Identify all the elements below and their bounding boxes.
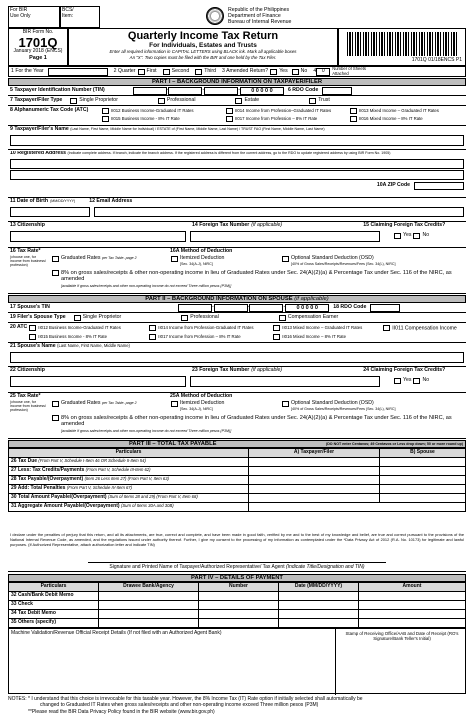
spouse-itemized-checkbox[interactable]	[171, 401, 178, 407]
declaration-block	[8, 532, 466, 572]
citizenship-label: 13 Citizenship	[10, 222, 45, 228]
atc-ii017-checkbox[interactable]	[226, 116, 233, 122]
bir-text: Bureau of Internal Revenue	[228, 19, 292, 26]
atc-ii016-label: II016 Mixed Income – 8% IT Rate	[359, 116, 423, 122]
rdo-label: 6 RDO Code	[287, 86, 319, 93]
table-row	[9, 458, 466, 467]
sheets-field[interactable]: 0	[316, 68, 330, 76]
zip-label: 10A ZIP Code	[376, 181, 410, 188]
spouse-claim-no-checkbox[interactable]	[413, 378, 420, 384]
table-row	[9, 503, 466, 512]
p4-row-34-amount[interactable]	[359, 610, 466, 619]
email-field[interactable]	[94, 207, 464, 217]
spouse-graduated-checkbox[interactable]	[52, 401, 59, 407]
spouse-atc-ii016-label: II016 Mixed Income – 8% IT Rate	[282, 334, 346, 340]
graduated-rate-label: Graduated Rates	[61, 254, 101, 261]
spouse-tin-row	[8, 303, 466, 313]
bcs-label: BCS/	[62, 7, 74, 13]
trust-label: Trust	[318, 96, 330, 103]
row-31-field[interactable]	[249, 503, 466, 512]
atc-ii012-checkbox[interactable]	[102, 108, 109, 114]
row-27-b-field[interactable]	[379, 467, 465, 476]
part2-hint: (if applicable)	[294, 295, 329, 302]
spouse-name-hint: (Last Name, First Name, Middle Name)	[57, 343, 130, 348]
barcode-icon	[347, 32, 459, 56]
filer-type-row	[8, 96, 466, 106]
eight-percent-hint: [available if gross sales/receipts and other non-operating income do not exceed Three million pesos (P3M)]	[61, 283, 232, 288]
form-date: January 2018 (ENCS)	[13, 47, 63, 54]
p4-row-34-bank[interactable]	[99, 610, 199, 619]
p4-row-35-date[interactable]	[279, 619, 359, 628]
spouse-tin-field-3[interactable]	[249, 304, 283, 312]
stamp-label: Stamp of Receiving Office/AAB and Date of Receipt (RO's Signature/Bank Teller's Initial)	[345, 631, 459, 642]
spouse-atc-ii016-checkbox[interactable]	[273, 334, 280, 340]
atc-ii015-checkbox[interactable]	[102, 116, 109, 122]
form-title: Quarterly Income Tax Return	[127, 30, 279, 42]
p4-row-32-amount[interactable]	[359, 592, 466, 601]
spouse-tin-field-1[interactable]	[178, 304, 212, 312]
p4-row-35-bank[interactable]	[99, 619, 199, 628]
spouse-graduated-label: Graduated Rates	[61, 399, 101, 406]
tin-label: 5 Taxpayer Identification Number (TIN)	[10, 86, 105, 93]
spouse-rdo-field[interactable]	[370, 304, 400, 312]
spouse-graduated-hint: per Tax Table- page 2	[101, 400, 137, 405]
part3-header-row	[9, 449, 466, 458]
spouse-comp-earner-checkbox[interactable]	[279, 315, 286, 321]
table-row	[9, 476, 466, 485]
form-no-label: BIR Form No.	[22, 29, 54, 35]
table-row	[9, 592, 466, 601]
atc-ii012-label: II012 Business Income-Graduated IT Rates	[111, 108, 194, 114]
year-field[interactable]	[48, 68, 108, 76]
graduated-rate-checkbox[interactable]	[52, 256, 59, 262]
p4-row-32-date[interactable]	[279, 592, 359, 601]
quarter-first-label: First	[146, 67, 157, 74]
atc-label: 8 Alphanumeric Tax Code (ATC)	[10, 107, 89, 113]
p4-date-header: Date (MM/DD/YYYY)	[279, 583, 359, 592]
amended-yes-label: Yes	[279, 67, 288, 74]
notes-block	[8, 696, 466, 715]
use-only-label: Use Only	[10, 12, 31, 19]
part4-header: PART IV – DETAILS OF PAYMENT	[8, 574, 466, 582]
tin-field-1[interactable]	[133, 87, 167, 95]
part3-title: PART III – TOTAL TAX PAYABLE	[129, 440, 217, 447]
tin-row	[8, 86, 466, 96]
spouse-eight-percent-hint: [available if gross sales/receipts and other non-operating income do not exceed Three million pesos (P3M)]	[61, 428, 232, 433]
form-number-box	[8, 28, 68, 66]
spouse-eight-percent-checkbox[interactable]	[52, 415, 59, 421]
spouse-osd-label: Optional Standard Deduction (OSD)	[291, 399, 374, 406]
spouse-comp-earner-label: Compensation Earner	[287, 313, 339, 320]
particulars-header: Particulars	[9, 449, 249, 458]
p4-row-35-number[interactable]	[199, 619, 279, 628]
estate-checkbox[interactable]	[235, 98, 242, 104]
address-field-1[interactable]	[10, 159, 464, 169]
row-29-label: 29 Add: Total Penalties	[11, 485, 66, 492]
p4-bank-header: Drawee Bank/Agency	[99, 583, 199, 592]
spouse-itemized-hint: [Sec. 34(A-J), NIRC]	[180, 406, 213, 411]
spouse-atc-ii011-label: II011 Compensation Income	[392, 325, 457, 332]
address-label: 10 Registered Address	[10, 151, 67, 156]
spouse-foreign-tin-field[interactable]	[190, 376, 380, 387]
table-row	[9, 494, 466, 503]
row-27-hint: (From Part V, Schedule III-Item 62)	[85, 467, 151, 473]
for-bir-label: For BIR	[10, 7, 28, 13]
row-30-label: 30 Total Amount Payable/(Overpayment)	[11, 494, 107, 501]
spouse-citizenship-row	[8, 367, 466, 393]
part4-table	[8, 582, 466, 628]
spouse-osd-hint: [40% of Gross Sales/Receipts/Revenues/Fees (Sec. 34(L), NIRC]	[291, 406, 396, 411]
spouse-name-label: 21 Spouse's Name	[10, 343, 56, 349]
p4-number-header: Number	[199, 583, 279, 592]
row-29-a-field[interactable]	[249, 485, 380, 494]
spouse-tax-rate-note: (choose one, for income from business/ profession)	[10, 399, 46, 413]
p4-row-35-label: 35 Others (specify)	[9, 619, 99, 628]
spouse-name-field[interactable]	[10, 352, 464, 363]
row-29-hint: (From Part V, Schedule IV-Item 67)	[66, 485, 133, 491]
atc-ii013-label: II013 Mixed Income – Graduated IT Rates	[359, 108, 439, 114]
claim-credit-no-checkbox[interactable]	[413, 233, 420, 239]
row-31-hint: (Sum of Items 30A and 30B)	[120, 503, 174, 509]
amended-no-checkbox[interactable]	[292, 69, 299, 75]
spouse-single-prop-checkbox[interactable]	[74, 315, 81, 321]
bir-use-box	[8, 6, 60, 28]
atc-ii014-label: II014 Income from Profession–Graduated IT Rates	[235, 108, 332, 114]
professional-label: Professional	[166, 96, 196, 103]
table-row	[9, 619, 466, 628]
validation-block	[8, 628, 466, 694]
name-label: 9 Taxpayer/Filer's Name	[10, 126, 69, 132]
filer-type-label: 7 Taxpayer/Filer Type	[10, 96, 63, 103]
p4-row-34-number[interactable]	[199, 610, 279, 619]
row-29-b-field[interactable]	[379, 485, 465, 494]
row-30-b-field[interactable]	[379, 494, 465, 503]
spouse-atc-ii013-checkbox[interactable]	[273, 325, 280, 331]
p4-row-34-date[interactable]	[279, 610, 359, 619]
row-26-label: 26 Tax Due	[11, 458, 38, 465]
spouse-citizenship-field[interactable]	[10, 376, 186, 387]
trust-checkbox[interactable]	[309, 98, 316, 104]
address-hint: (Indicate complete address. If branch, indicate the branch address. If the registered address is different from the current address, go to the RDO to update registered address by using BIR Form No. 1905)	[67, 151, 391, 155]
spouse-atc-ii011-checkbox[interactable]	[383, 325, 390, 331]
itemized-checkbox[interactable]	[171, 256, 178, 262]
atc-ii015-label: II015 Business Income - 8% IT Rate	[111, 116, 180, 122]
row-27-a-field[interactable]	[249, 467, 380, 476]
address-row	[8, 150, 466, 198]
agency-block	[228, 7, 291, 26]
p4-particulars-header: Particulars	[9, 583, 99, 592]
itemized-hint: [Sec. 34(A-J), NIRC]	[180, 261, 213, 266]
table-row	[9, 485, 466, 494]
instruction-2: An "X". Two copies must be filed with the BIR and one held by the Tax Filer.	[129, 54, 277, 60]
email-label: 12 Email Address	[89, 198, 133, 204]
form-number: 1701Q	[18, 34, 58, 50]
spouse-eight-percent-label: 8% on gross sales/receipts & other non-operating income in lieu of Graduated Rates under Sec. 24(A)(2)(a) & Percentage Tax under Sec. 116 of the NIRC, as amended	[61, 414, 452, 428]
part2-header	[8, 295, 466, 303]
p4-row-35-amount[interactable]	[359, 619, 466, 628]
tin-field-4[interactable]: 0 0 0 0 0	[240, 87, 284, 95]
name-row	[8, 126, 466, 150]
signature-hint: (Indicate Title/Designation and TIN)	[285, 564, 365, 570]
col-a-header: A) Taxpayer/Filer	[249, 449, 380, 458]
eight-percent-checkbox[interactable]	[52, 270, 59, 276]
spouse-atc-ii013-label: II013 Mixed Income – Graduated IT Rates	[282, 325, 363, 331]
spouse-single-prop-label: Single Proprietor	[82, 313, 122, 320]
p4-row-33-amount[interactable]	[359, 601, 466, 610]
title-box	[68, 28, 338, 66]
quarter-third-checkbox[interactable]	[195, 69, 202, 75]
osd-label: Optional Standard Deduction (OSD)	[291, 254, 374, 261]
spouse-claim-no-label: No	[422, 377, 430, 384]
quarter-second-checkbox[interactable]	[163, 69, 170, 75]
spouse-professional-label: Professional	[190, 313, 219, 320]
spouse-foreign-tin-hint: (if applicable)	[251, 367, 283, 373]
p4-row-33-date[interactable]	[279, 601, 359, 610]
p4-row-32-bank[interactable]	[99, 592, 199, 601]
osd-hint: [40% of Gross Sales/Receipts/Revenues/Fees (Sec. 34(L), NIRC]	[291, 261, 396, 266]
row-26-b-field[interactable]	[379, 458, 465, 467]
row-26-a-field[interactable]	[249, 458, 380, 467]
spouse-tax-rate-row	[8, 393, 466, 439]
row-31-label: 31 Aggregate Amount Payable/(Overpayment)	[11, 503, 120, 510]
notes-line-2: changed to Graduated IT Rates when gross sales/receipts and other non-operating income exceed Three million pesos (P3M)	[40, 702, 319, 709]
top-items-row	[8, 66, 466, 77]
amended-yes-checkbox[interactable]	[270, 69, 277, 75]
atc-row	[8, 106, 466, 126]
spouse-citizenship-label: 22 Citizenship	[10, 367, 45, 373]
sheets-label: Number of Sheets Attached	[332, 66, 366, 76]
single-proprietor-checkbox[interactable]	[70, 98, 77, 104]
p4-row-33-label: 33 Check	[9, 601, 99, 610]
row-28-hint: (Item 26 Less Item 27) (From Part V, Item 63)	[84, 476, 169, 482]
address-field-2[interactable]	[10, 170, 464, 180]
quarter-third-label: Third	[204, 67, 217, 74]
part2-title: PART II – BACKGROUND INFORMATION ON SPOUSE	[145, 295, 293, 302]
spouse-foreign-tin-label: 23 Foreign Tax Number	[192, 367, 250, 373]
p4-row-33-number[interactable]	[199, 601, 279, 610]
claim-credit-no-label: No	[422, 232, 430, 239]
dob-field[interactable]	[10, 207, 90, 217]
dob-format: (MM/DD/YYYY)	[50, 199, 76, 203]
quarter-label: 2 Quarter	[113, 67, 136, 74]
declaration-text: I declare under the penalties of perjury that this return, and all its attachments, are true, correct and complete, and have been made in good faith, verified by me and to the best of my knowledge and belief, are true and correct pursuant to the provisions of the National Internal Revenue Code, as amended, and the regulations issued under authority thereof. Further, I give my consent to the processing of my information as contemplated under the *Data Privacy Act of 2012 (R.A. No. 10173) for legitimate and lawful purposes. (If Authorized Representative, attach authorization letter and indicate TIN)	[10, 532, 464, 547]
spouse-tin-field-4[interactable]: 0 0 0 0 0	[285, 304, 329, 312]
table-row	[9, 467, 466, 476]
osd-checkbox[interactable]	[282, 256, 289, 262]
notes-line-3: **Please read the BIR Data Privacy Policy found in the BIR website (www.bir.gov.ph)	[28, 708, 215, 715]
table-row	[9, 610, 466, 619]
spouse-type-label: 19 Filer's Spouse Type	[10, 313, 66, 320]
spouse-claim-yes-checkbox[interactable]	[394, 378, 401, 384]
tax-rate-row	[8, 248, 466, 294]
spouse-atc-ii012-checkbox[interactable]	[29, 325, 36, 331]
row-30-hint: (Sum of Items 28 and 29) (From Part V, Item 68)	[107, 494, 198, 500]
part4-header-row	[9, 583, 466, 592]
itemized-label: Itemized Deduction	[180, 254, 225, 261]
tin-field-2[interactable]	[168, 87, 202, 95]
part3-note: (DO NOT enter Centavos; 49 Centavos or Less drop down; 50 or more round up)	[326, 441, 463, 446]
part3-table	[8, 448, 466, 512]
eight-percent-label: 8% on gross sales/receipts & other non-operating income in lieu of Graduated Rates under Sec. 24(A)(2)(a) & Percentage Tax under Sec. 116 of the NIRC, as amended	[61, 269, 452, 283]
form-page	[8, 6, 466, 718]
citizenship-row	[8, 222, 466, 248]
row-28-label: 28 Tax Payable/(Overpayment)	[11, 476, 84, 483]
page-number: Page 1	[29, 54, 47, 61]
claim-credit-label: 15 Claiming Foreign Tax Credits?	[363, 222, 446, 228]
signature-label: Signature and Printed Name of Taxpayer/Authorized Representative/ Tax Agent	[109, 564, 285, 570]
spouse-claim-yes-label: Yes	[403, 377, 412, 384]
spouse-itemized-label: Itemized Deduction	[180, 399, 225, 406]
p4-amount-header: Amount	[359, 583, 466, 592]
barcode-box	[338, 28, 466, 66]
year-label: 1 For the Year	[11, 67, 44, 74]
spouse-atc-ii015-checkbox[interactable]	[29, 334, 36, 340]
p4-row-32-label: 32 Cash/Bank Debit Memo	[9, 592, 99, 601]
spouse-claim-credit-label: 24 Claiming Foreign Tax Credits?	[363, 367, 446, 373]
estate-label: Estate	[244, 96, 260, 103]
graduated-rate-hint: per Tax Table- page 2	[101, 255, 137, 260]
atc-ii017-label: II017 Income from Profession – 8% IT Rate	[235, 116, 318, 122]
spouse-atc-ii014-checkbox[interactable]	[149, 325, 156, 331]
spouse-type-row	[8, 313, 466, 323]
row-28-a-field[interactable]	[249, 476, 380, 485]
spouse-atc-ii017-label: II017 Income from Profession – 8% IT Rate	[158, 334, 241, 340]
method-label: 16A Method of Deduction	[170, 248, 233, 254]
machine-validation-label: Machine Validation/Revenue Official Receipt Details (If not filed with an Authorized Agent Bank)	[11, 630, 222, 636]
instruction-1: Enter all required information in CAPITAL LETTERS using BLACK ink. Mark all applicable boxes	[109, 49, 297, 55]
p4-row-33-bank[interactable]	[99, 601, 199, 610]
professional-checkbox[interactable]	[158, 98, 165, 104]
spouse-professional-checkbox[interactable]	[181, 315, 188, 321]
republic-text: Republic of the Philippines	[228, 7, 290, 13]
claim-credit-yes-label: Yes	[403, 232, 412, 239]
row-27-label: 27 Less: Tax Credits/Payments	[11, 467, 85, 474]
bcs-box	[60, 6, 100, 28]
single-proprietor-label: Single Proprietor	[79, 96, 118, 103]
quarter-first-checkbox[interactable]	[138, 69, 145, 75]
col-b-header: B) Spouse	[379, 449, 465, 458]
spouse-method-label: 25A Method of Deduction	[170, 393, 233, 399]
dob-email-row	[8, 198, 466, 222]
form-subtitle: For Individuals, Estates and Trusts	[149, 42, 257, 49]
p4-row-32-number[interactable]	[199, 592, 279, 601]
quarter-second-label: Second	[171, 67, 190, 74]
claim-credit-yes-checkbox[interactable]	[394, 233, 401, 239]
tin-field-3[interactable]	[204, 87, 238, 95]
atc-ii013-checkbox[interactable]	[350, 108, 357, 114]
spouse-tax-rate-label: 25 Tax Rate*	[10, 393, 41, 399]
spouse-tin-field-2[interactable]	[214, 304, 248, 312]
amended-no-label: No	[300, 67, 308, 74]
atc-ii016-checkbox[interactable]	[350, 116, 357, 122]
spouse-atc-row	[8, 323, 466, 343]
spouse-atc-ii012-label: II012 Business Income-Graduated IT Rates	[38, 325, 121, 331]
name-hint: (Last Name, First Name, Middle Name for Individual) / ESTATE of (First Name, Middle Name, Last Name) / TRUST FAO (First Name, Middle Name, Last Name)	[70, 127, 325, 131]
atc-ii014-checkbox[interactable]	[226, 108, 233, 114]
citizenship-field[interactable]	[10, 231, 186, 242]
item-label: Item:	[62, 12, 74, 19]
foreign-tin-field[interactable]	[190, 231, 380, 242]
zip-field[interactable]	[414, 182, 464, 190]
spouse-atc-ii015-label: II015 Business Income - 8% IT Rate	[38, 334, 108, 340]
spouse-name-row	[8, 343, 466, 367]
foreign-tin-hint: (if applicable)	[251, 222, 283, 228]
row-30-a-field[interactable]	[249, 494, 380, 503]
rdo-field[interactable]	[322, 87, 352, 95]
foreign-tin-label: 14 Foreign Tax Number	[192, 222, 250, 228]
barcode-text: 1701Q 01/18ENCS P1	[411, 57, 462, 64]
amended-label: 3 Amended Return?	[222, 67, 269, 74]
tax-rate-note: (choose one, for income from business/ profession)	[10, 254, 46, 268]
dof-text: Department of Finance	[228, 13, 281, 20]
dob-label: 11 Date of Birth	[10, 198, 49, 204]
sheets-number-label: 4	[313, 67, 317, 74]
row-28-b-field[interactable]	[379, 476, 465, 485]
tax-rate-label: 16 Tax Rate*	[10, 248, 41, 254]
p4-row-34-label: 34 Tax Debit Memo	[9, 610, 99, 619]
spouse-atc-ii017-checkbox[interactable]	[149, 334, 156, 340]
part1-header: PART I – BACKGROUND INFORMATION ON TAXPAYER/FILER	[8, 78, 466, 86]
part3-header	[8, 440, 466, 448]
spouse-rdo-label: 18 RDO Code	[333, 303, 367, 310]
notes-line-1: NOTES: * I understand that this choice is irrevocable for this taxable year. However, the 8% Income Tax (IT) Rate option if initially selected shall automatically be	[8, 696, 363, 702]
bir-seal-icon	[206, 7, 224, 25]
spouse-atc-label: 20 ATC	[10, 324, 28, 330]
spouse-atc-ii014-label: II014 Income from Profession-Graduated IT Rates	[158, 325, 254, 331]
row-26-hint: (From Part V, Schedule I-Item 46 OR Schedule II-Item 54)	[38, 458, 146, 464]
spouse-tin-label: 17 Spouse's TIN	[10, 303, 50, 310]
spouse-osd-checkbox[interactable]	[282, 401, 289, 407]
taxpayer-name-field[interactable]	[10, 135, 464, 146]
table-row	[9, 601, 466, 610]
